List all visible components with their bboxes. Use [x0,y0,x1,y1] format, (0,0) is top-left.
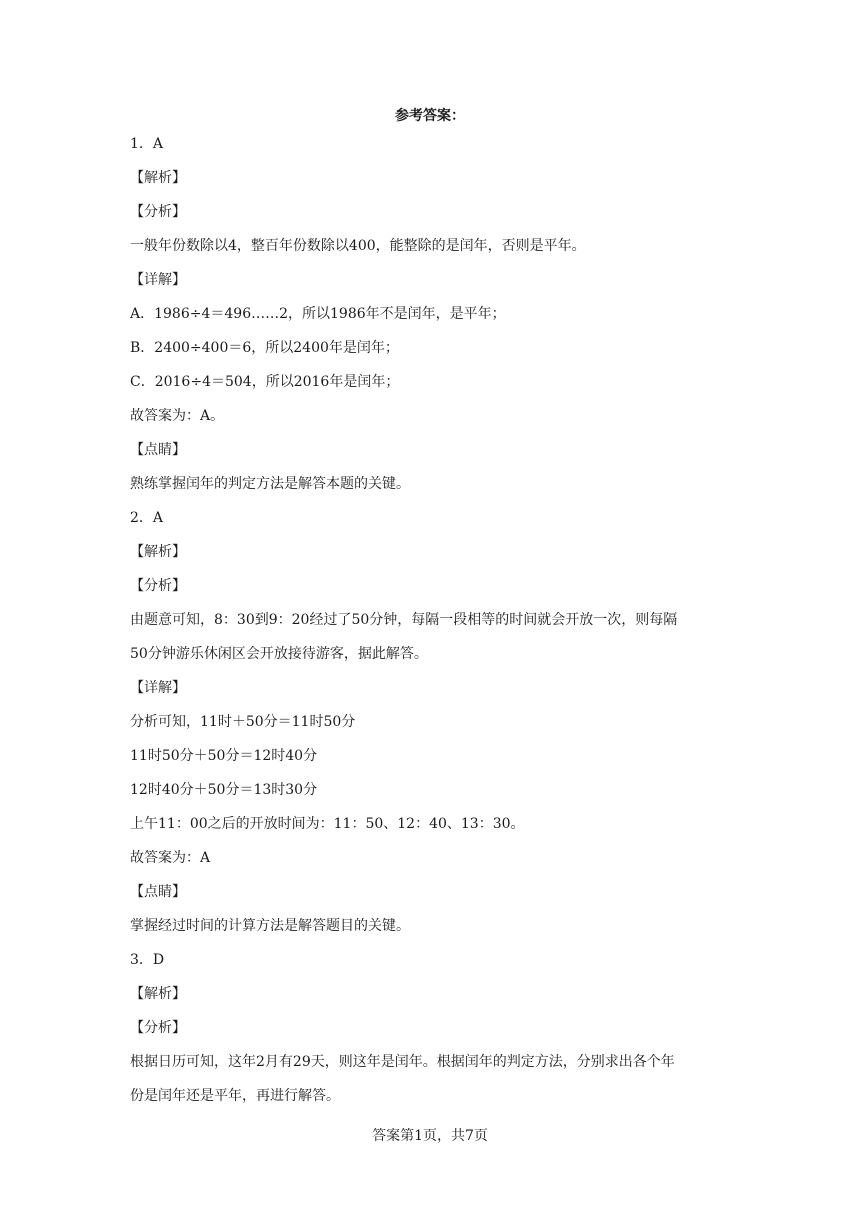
text-line: 50分钟游乐休闲区会开放接待游客，据此解答。 [130,646,428,662]
section-label: 【点睛】 [130,442,186,458]
section-label: 【解析】 [130,544,186,560]
section-label: 【分析】 [130,204,186,220]
section-label: 【详解】 [130,680,186,696]
text-line: 由题意可知，8：30到9：20经过了50分钟，每隔一段相等的时间就会开放一次，则每隔 [130,612,678,628]
section-label: 【详解】 [130,272,186,288]
section-label: 【分析】 [130,1020,186,1036]
text-line: 熟练掌握闰年的判定方法是解答本题的关键。 [130,476,410,492]
section-label: 【点睛】 [130,884,186,900]
text-line: 上午11：00之后的开放时间为：11：50、12：40、13：30。 [130,816,525,832]
text-line: 分析可知，11时＋50分＝11时50分 [130,714,356,730]
text-line: C．2016÷4＝504，所以2016年是闰年； [130,374,400,390]
answer-2-heading: 2．A [130,510,164,526]
text-line: 掌握经过时间的计算方法是解答题目的关键。 [130,918,410,934]
text-line: 份是闰年还是平年，再进行解答。 [130,1088,340,1104]
text-line: 一般年份数除以4，整百年份数除以400，能整除的是闰年，否则是平年。 [130,238,586,254]
text-line: 12时40分＋50分＝13时30分 [130,782,318,798]
text-line: 11时50分＋50分＝12时40分 [130,748,318,764]
text-line: B．2400÷400＝6，所以2400年是闰年； [130,340,399,356]
section-label: 【解析】 [130,170,186,186]
text-line: A．1986÷4＝496……2，所以1986年不是闰年，是平年； [130,306,506,322]
answer-1-heading: 1．A [130,136,164,152]
page-title: 参考答案： [395,108,465,124]
text-line: 故答案为：A。 [130,408,225,424]
answer-3-heading: 3．D [130,952,165,968]
text-line: 根据日历可知，这年2月有29天，则这年是闰年。根据闰年的判定方法，分别求出各个年 [130,1054,675,1070]
page-footer: 答案第1页，共7页 [372,1128,488,1144]
section-label: 【解析】 [130,986,186,1002]
section-label: 【分析】 [130,578,186,594]
text-line: 故答案为：A [130,850,211,866]
